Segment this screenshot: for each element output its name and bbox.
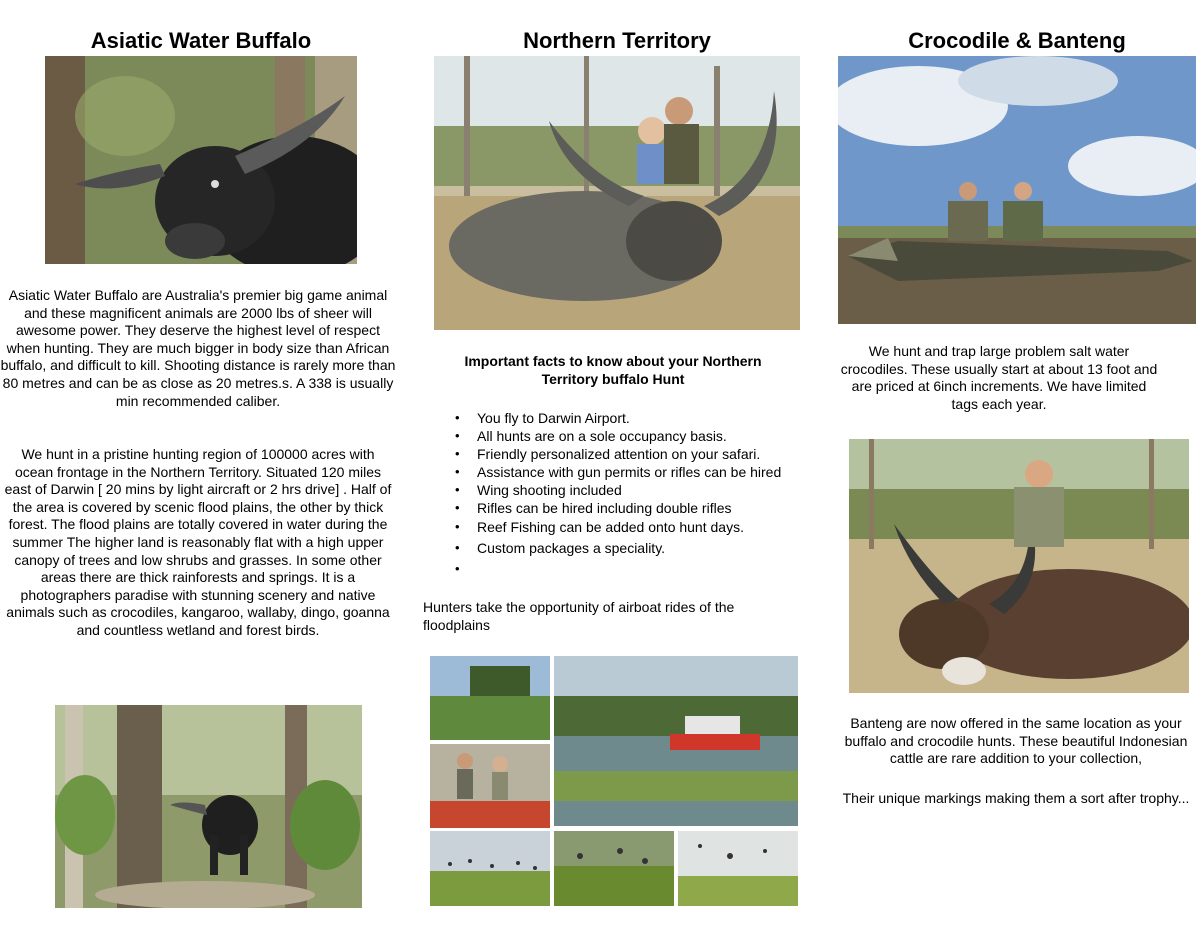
airboat-note: Hunters take the opportunity of airboat rides of the floodplains bbox=[423, 599, 735, 633]
buffalo-trophy-photo bbox=[434, 56, 800, 330]
facts-list-item bbox=[452, 560, 792, 578]
crocodile-photo bbox=[838, 56, 1196, 324]
middle-column-title: Northern Territory bbox=[523, 28, 711, 53]
facts-heading: Important facts to know about your Northern Territory buffalo Hunt bbox=[464, 353, 762, 387]
facts-list-item: • Custom packages a speciality. bbox=[452, 539, 792, 557]
facts-list-item: • Friendly personalized attention on your safari. bbox=[452, 445, 792, 463]
airboat-collage-photo bbox=[430, 656, 798, 906]
right-column-title: Crocodile & Banteng bbox=[908, 28, 1126, 53]
facts-list-item: • Wing shooting included bbox=[452, 481, 792, 499]
facts-list-item: • Rifles can be hired including double rifles bbox=[452, 499, 792, 517]
buffalo-head-photo bbox=[45, 56, 357, 264]
facts-list bbox=[452, 409, 792, 578]
left-column-title: Asiatic Water Buffalo bbox=[90, 28, 312, 53]
banteng-trophy-note: Their unique markings making them a sort after trophy... bbox=[842, 790, 1190, 806]
crocodile-description: We hunt and trap large problem salt water crocodiles. These usually start at about 13 foot and are priced at 6inch increments. We have limited tags each year. bbox=[840, 343, 1158, 412]
facts-list-item: • You fly to Darwin Airport. bbox=[452, 409, 792, 427]
facts-list-item: • Assistance with gun permits or rifles can be hired bbox=[452, 463, 792, 481]
banteng-description: Banteng are now offered in the same location as your buffalo and crocodile hunts. These beautiful Indonesian cattle are rare addition to your collection, bbox=[844, 715, 1188, 767]
facts-list-item: • Reef Fishing can be added onto hunt days. bbox=[452, 518, 792, 536]
buffalo-description: Asiatic Water Buffalo are Australia's premier big game animal and these magnificent animals are 2000 lbs of sheer will awesome power. They deserve the highest level of respect when hunting. They are much bigger in body size than African buffalo, and difficult to kill. Shooting distance is rarely more than 80 metres and can be as close as 20 metres.s. A 338 is usually min recommended caliber. bbox=[0, 287, 396, 409]
forest-buffalo-photo bbox=[55, 705, 362, 908]
facts-list-item: • All hunts are on a sole occupancy basis. bbox=[452, 427, 792, 445]
hunting-region-description: We hunt in a pristine hunting region of 100000 acres with ocean frontage in the Northern Territory. Situated 120 miles east of Darwin [ 20 mins by light aircraft or 2 hrs drive] . Half of the area is covered by scenic flood plains, the other by thick forest. The flood plains are totally covered in water during the summer The higher land is reasonably flat with a high upper canopy of trees and low shrubs and grasses. In some other areas there are thick rainforests and springs. It is a photographers paradise with stunning scenery and native animals such as crocodiles, kangaroo, wallaby, dingo, goanna and countless wetland and forest birds. bbox=[4, 446, 392, 638]
banteng-photo bbox=[849, 439, 1189, 693]
